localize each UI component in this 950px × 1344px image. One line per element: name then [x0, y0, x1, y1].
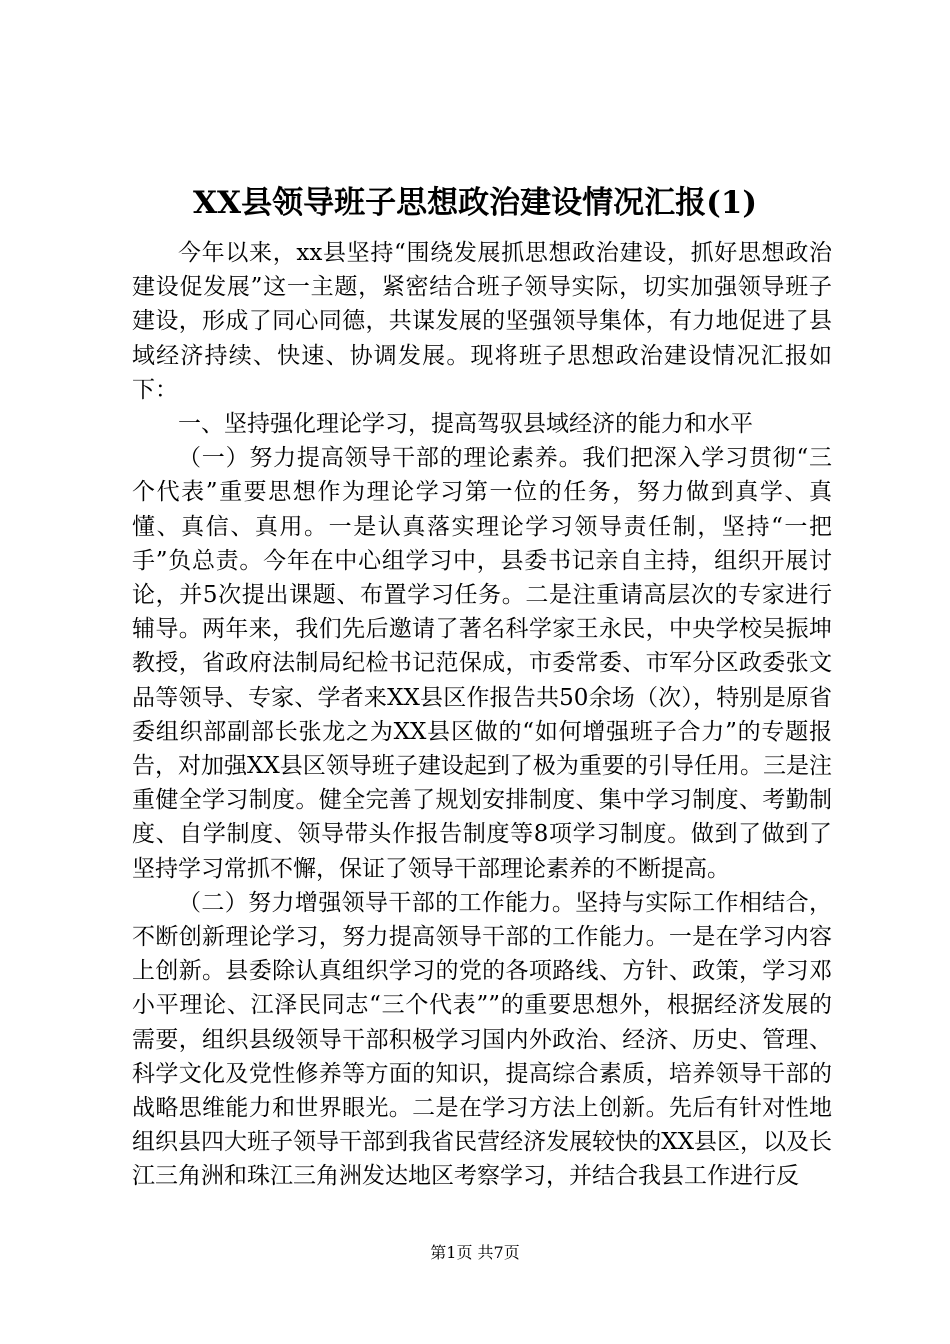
page-number-footer: 第1页 共7页 — [430, 1243, 520, 1262]
paragraph-intro: 今年以来，xx县坚持“围绕发展抓思想政治建设，抓好思想政治建设促发展”这一主题，紧密结合班子领导实际，切实加强领导班子建设，形成了同心同德，共谋发展的坚强领导集体，有力地促进了县域经济持续、快速、协调发展。现将班子思想政治建设情况汇报如下： — [132, 240, 832, 403]
paragraph-subsection-1: （一）努力提高领导干部的理论素养。我们把深入学习贯彻“三个代表”重要思想作为理论学习第一位的任务，努力做到真学、真懂、真信、真用。一是认真落实理论学习领导责任制，坚持“一把手”负总责。今年在中心组学习中，县委书记亲自主持，组织开展讨论，并5次提出课题、布置学习任务。二是注重请高层次的专家进行辅导。两年来，我们先后邀请了著名科学家王永民，中央学校吴振坤教授，省政府法制局纪检书记范保成，市委常委、市军分区政委张文品等领导、专家、学者来XX县区作报告共50余场（次），特别是原省委组织部副部长张龙之为XX县区做的“如何增强班子合力”的专题报告，对加强XX县区领导班子建设起到了极为重要的引导任用。三是注重健全学习制度。健全完善了规划安排制度、集中学习制度、考勤制度、自学制度、领导带头作报告制度等8项学习制度。做到了做到了坚持学习常抓不懈，保证了领导干部理论素养的不断提高。 — [132, 445, 832, 882]
document-body — [132, 236, 832, 1194]
paragraph-subsection-2: （二）努力增强领导干部的工作能力。坚持与实际工作相结合，不断创新理论学习，努力提高领导干部的工作能力。一是在学习内容上创新。县委除认真组织学习的党的各项路线、方针、政策，学习邓小平理论、江泽民同志“三个代表””的重要思想外，根据经济发展的需要，组织县级领导干部积极学习国内外政治、经济、历史、管理、科学文化及党性修养等方面的知识，提高综合素质，培养领导干部的战略思维能力和世界眼光。二是在学习方法上创新。先后有针对性地组织县四大班子领导干部到我省民营经济发展较快的XX县区，以及长江三角洲和珠江三角洲发达地区考察学习，并结合我县工作进行反 — [132, 889, 832, 1190]
document-title: XX县领导班子思想政治建设情况汇报(1) — [192, 185, 757, 221]
section-heading-1: 一、坚持强化理论学习，提高驾驭县域经济的能力和水平 — [178, 411, 753, 438]
